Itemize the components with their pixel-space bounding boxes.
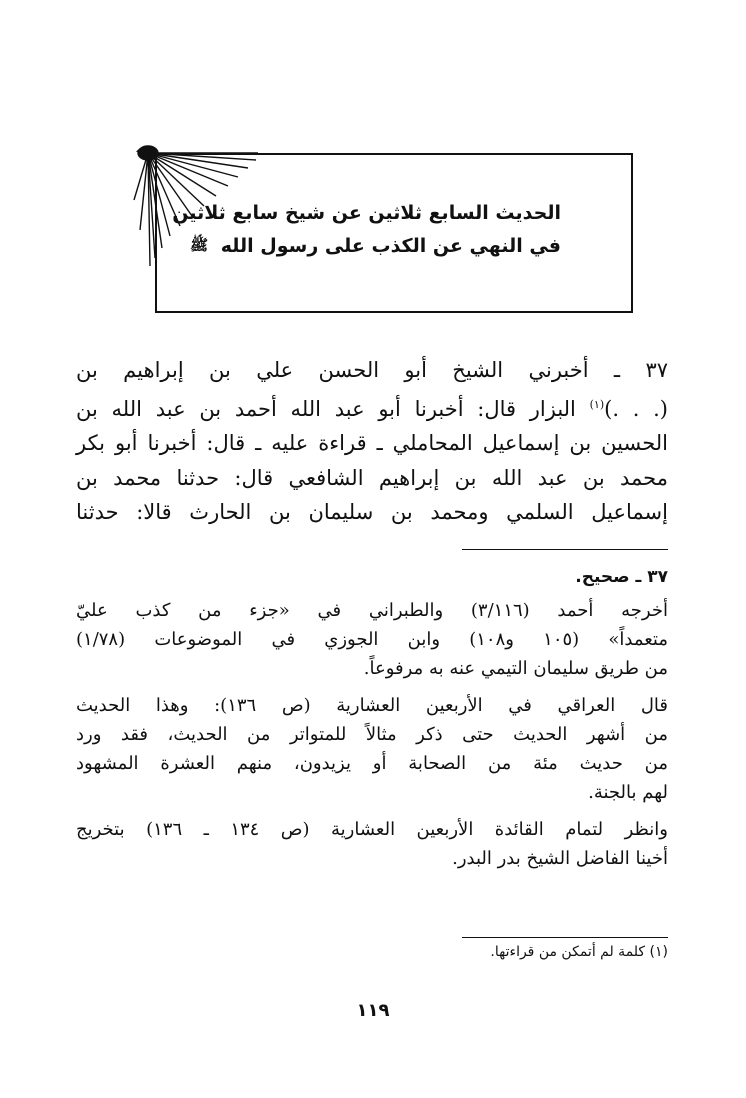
chapter-title-line-2: [190, 235, 561, 258]
commentary-heading: ٣٧ ـ صحيح.: [575, 567, 668, 587]
hadith-line: محمد بن عبد الله بن إبراهيم الشافعي قال: حدثنا محمد بن: [76, 465, 668, 490]
footnote-marker[interactable]: (١): [589, 397, 605, 411]
hadith-line-part: البزار قال: أخبرنا أبو عبد الله أحمد بن عبد الله بن: [76, 396, 576, 421]
chapter-title-line-2-text: في النهي عن الكذب على رسول الله: [220, 235, 561, 257]
hadith-line: [76, 388, 668, 427]
pbuh-symbol: ﷺ: [189, 235, 209, 254]
commentary-line: من طريق سليمان التيمي عنه به مرفوعاً.: [363, 658, 668, 679]
commentary-line: من أشهر الحديث حتى ذكر مثالاً للمتواتر من الحديث، فقد ورد: [76, 724, 668, 745]
commentary-paragraph: [76, 691, 668, 807]
commentary-paragraph: [76, 596, 668, 683]
commentary-line: أخرجه أحمد (٣/١١٦) والطبراني في «جزء من كذب عليّ: [76, 600, 668, 621]
commentary-line: وانظر لتمام القائدة الأربعين العشارية (ص ١٣٤ ـ ١٣٦) بتخريج: [76, 819, 669, 840]
footnote-divider: [462, 937, 668, 938]
commentary-line: من حديث مئة من الصحابة أو يزيدون، منهم العشرة المشهود: [76, 753, 668, 774]
commentary: [76, 563, 668, 881]
hadith-text: [76, 353, 668, 530]
commentary-line: متعمداً» (١٠٥ و١٠٨) وابن الجوزي في الموضوعات (١/٧٨): [76, 629, 669, 650]
hadith-line: ٣٧ ـ أخبرني الشيخ أبو الحسن علي بن إبراهيم بن: [76, 358, 668, 382]
commentary-line: لهم بالجنة.: [588, 782, 668, 803]
title-box: [155, 153, 633, 313]
footnote: (١) كلمة لم أتمكن من قراءتها.: [490, 944, 668, 960]
commentary-paragraph: [76, 815, 668, 873]
commentary-line: قال العراقي في الأربعين العشارية (ص ١٣٦): وهذا الحديث: [76, 695, 668, 716]
hadith-line: الحسين بن إسماعيل المحاملي ـ قراءة عليه ـ قال: أخبرنا أبو بكر: [76, 431, 668, 455]
chapter-title-line-1: الحديث السابع ثلاثين عن شيخ سابع ثلاثين: [172, 202, 561, 224]
hadith-line: إسماعيل السلمي ومحمد بن سليمان بن الحارث قالا: حدثنا: [76, 500, 668, 524]
hadith-line-part: (. . .): [604, 396, 668, 421]
commentary-line: أخينا الفاضل الشيخ بدر البدر.: [452, 848, 668, 869]
section-divider: [462, 549, 668, 550]
page-number: ١١٩: [356, 1000, 390, 1021]
